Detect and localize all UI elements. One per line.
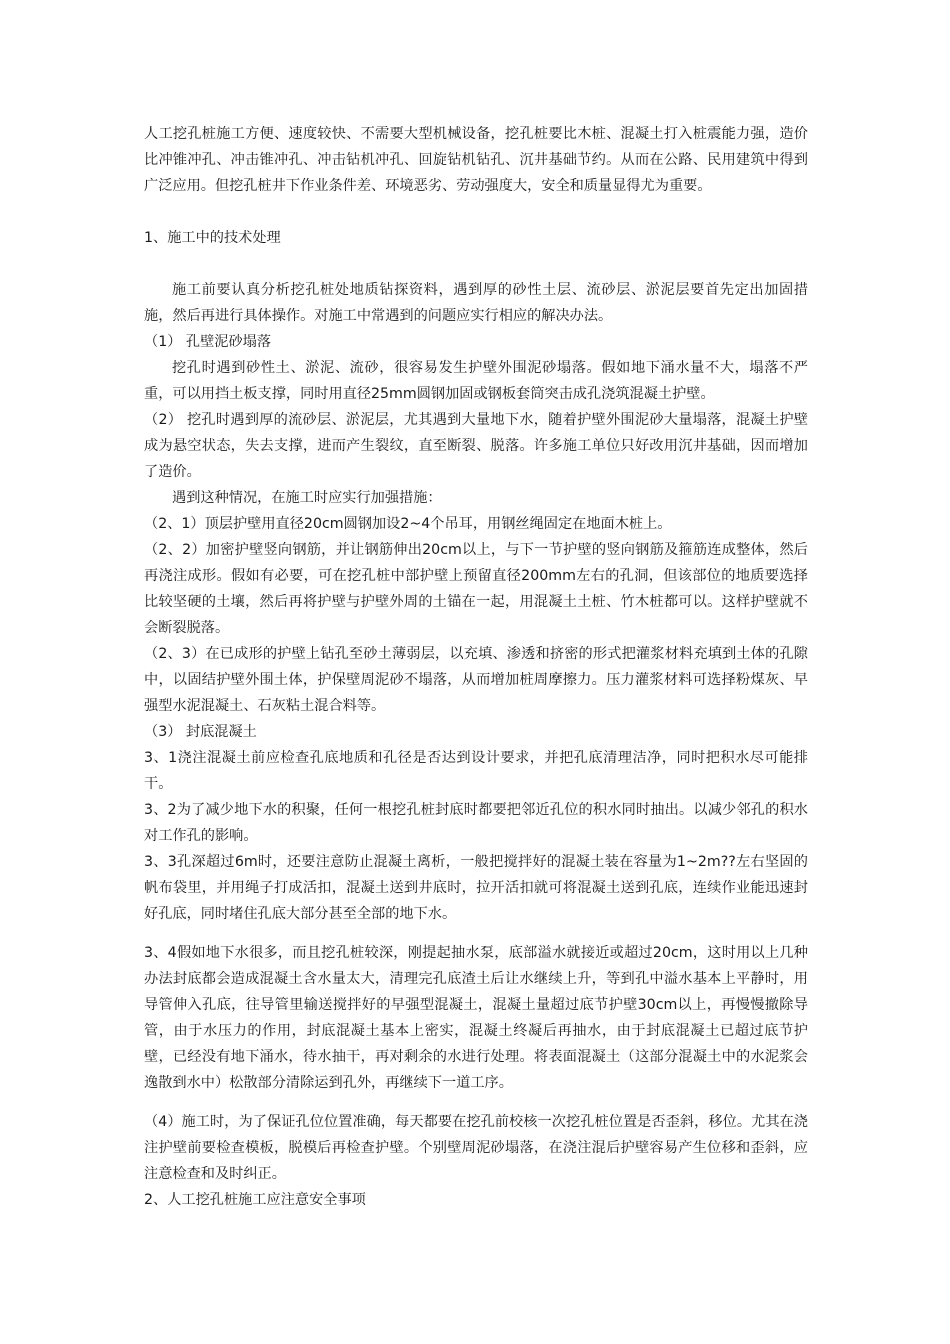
item-3-2: 3、2为了减少地下水的积聚，任何一根挖孔桩封底时都要把邻近孔位的积水同时抽出。以减少邻孔的积水对工作孔的影响。: [144, 802, 808, 844]
item-3-4: 3、4假如地下水很多，而且挖孔桩较深，刚提起抽水泵，底部溢水就接近或超过20cm，这时用以上几种办法封底都会造成混凝土含水量太大，清理完孔底渣土后让水继续上升，等到孔中溢水基本上平静时，用导管伸入孔底，往导管里输送搅拌好的早强型混凝土，混凝土量超过底节护壁30cm以上，再慢慢撤除导管，由于水压力的作用，封底混凝土基本上密实，混凝土终凝后再抽水，由于封底混凝土已超过底节护壁，已经没有地下涌水，待水抽干，再对剩余的水进行处理。将表面混凝土（这部分混凝土中的水泥浆会逸散到水中）松散部分清除运到孔外，再继续下一道工序。: [144, 945, 808, 1091]
item-3-heading: （3） 封底混凝土: [144, 724, 257, 740]
intro-paragraph: 人工挖孔桩施工方便、速度较快、不需要大型机械设备，挖孔桩要比木桩、混凝土打入桩震能力强，造价比冲锥冲孔、冲击锥冲孔、冲击钻机冲孔、回旋钻机钻孔、沉井基础节约。从而在公路、民用建筑中得到广泛应用。但挖孔桩井下作业条件差、环境恶劣、劳动强度大，安全和质量显得尤为重要。: [144, 126, 808, 194]
item-2-text: （2） 挖孔时遇到厚的流砂层、淤泥层，尤其遇到大量地下水，随着护壁外围泥砂大量塌落，混凝土护壁成为悬空状态，失去支撑，进而产生裂纹，直至断裂、脱落。许多施工单位只好改用沉井基础，因而增加了造价。: [144, 412, 808, 480]
item-2-2: （2、2）加密护壁竖向钢筋，并让钢筋伸出20cm以上，与下一节护壁的竖向钢筋及箍筋连成整体，然后再浇注成形。假如有必要，可在挖孔桩中部护壁上预留直径200mm左右的孔洞，但该部位的地质要选择比较坚硬的土壤，然后再将护壁与护壁外周的土锚在一起，用混凝土土桩、竹木桩都可以。这样护壁就不会断裂脱落。: [144, 542, 808, 636]
item-1-text: 挖孔时遇到砂性土、淤泥、流砂，很容易发生护壁外围泥砂塌落。假如地下涌水量不大，塌落不严重，可以用挡土板支撑，同时用直径25mm圆钢加固或钢板套筒突击成孔浇筑混凝土护壁。: [144, 360, 808, 402]
item-3-1: 3、1浇注混凝土前应检查孔底地质和孔径是否达到设计要求，并把孔底清理洁净，同时把积水尽可能排干。: [144, 750, 808, 792]
item-3-3: 3、3孔深超过6m时，还要注意防止混凝土离析，一般把搅拌好的混凝土装在容量为1~2m??左右坚固的帆布袋里，并用绳子打成活扣，混凝土送到井底时，拉开活扣就可将混凝土送到孔底，连续作业能迅速封好孔底，同时堵住孔底大部分甚至全部的地下水。: [144, 854, 808, 922]
item-2-measures-intro: 遇到这种情况，在施工时应实行加强措施：: [172, 490, 442, 506]
item-2-1: （2、1）顶层护壁用直径20cm圆钢加设2~4个吊耳，用钢丝绳固定在地面木桩上。: [144, 516, 672, 532]
section-1-intro: 施工前要认真分析挖孔桩处地质钻探资料，遇到厚的砂性土层、流砂层、淤泥层要首先定出加固措施，然后再进行具体操作。对施工中常遇到的问题应实行相应的解决办法。: [144, 282, 808, 324]
section-2-heading: 2、人工挖孔桩施工应注意安全事项: [144, 1192, 366, 1208]
document-page: [144, 121, 808, 1213]
item-2-3: （2、3）在已成形的护壁上钻孔至砂土薄弱层，以充填、渗透和挤密的形式把灌浆材料充填到土体的孔隙中，以固结护壁外围土体，护保壁周泥砂不塌落，从而增加桩周摩擦力。压力灌浆材料可选择粉煤灰、早强型水泥混凝土、石灰粘土混合料等。: [144, 646, 808, 714]
item-4-text: （4）施工时，为了保证孔位位置准确，每天都要在挖孔前校核一次挖孔桩位置是否歪斜，移位。尤其在浇注护壁前要检查模板，脱模后再检查护壁。个别壁周泥砂塌落，在浇注混后护壁容易产生位移和歪斜，应注意检查和及时纠正。: [144, 1114, 808, 1182]
item-1-heading: （1） 孔壁泥砂塌落: [144, 334, 272, 350]
section-1-heading: 1、施工中的技术处理: [144, 230, 281, 246]
